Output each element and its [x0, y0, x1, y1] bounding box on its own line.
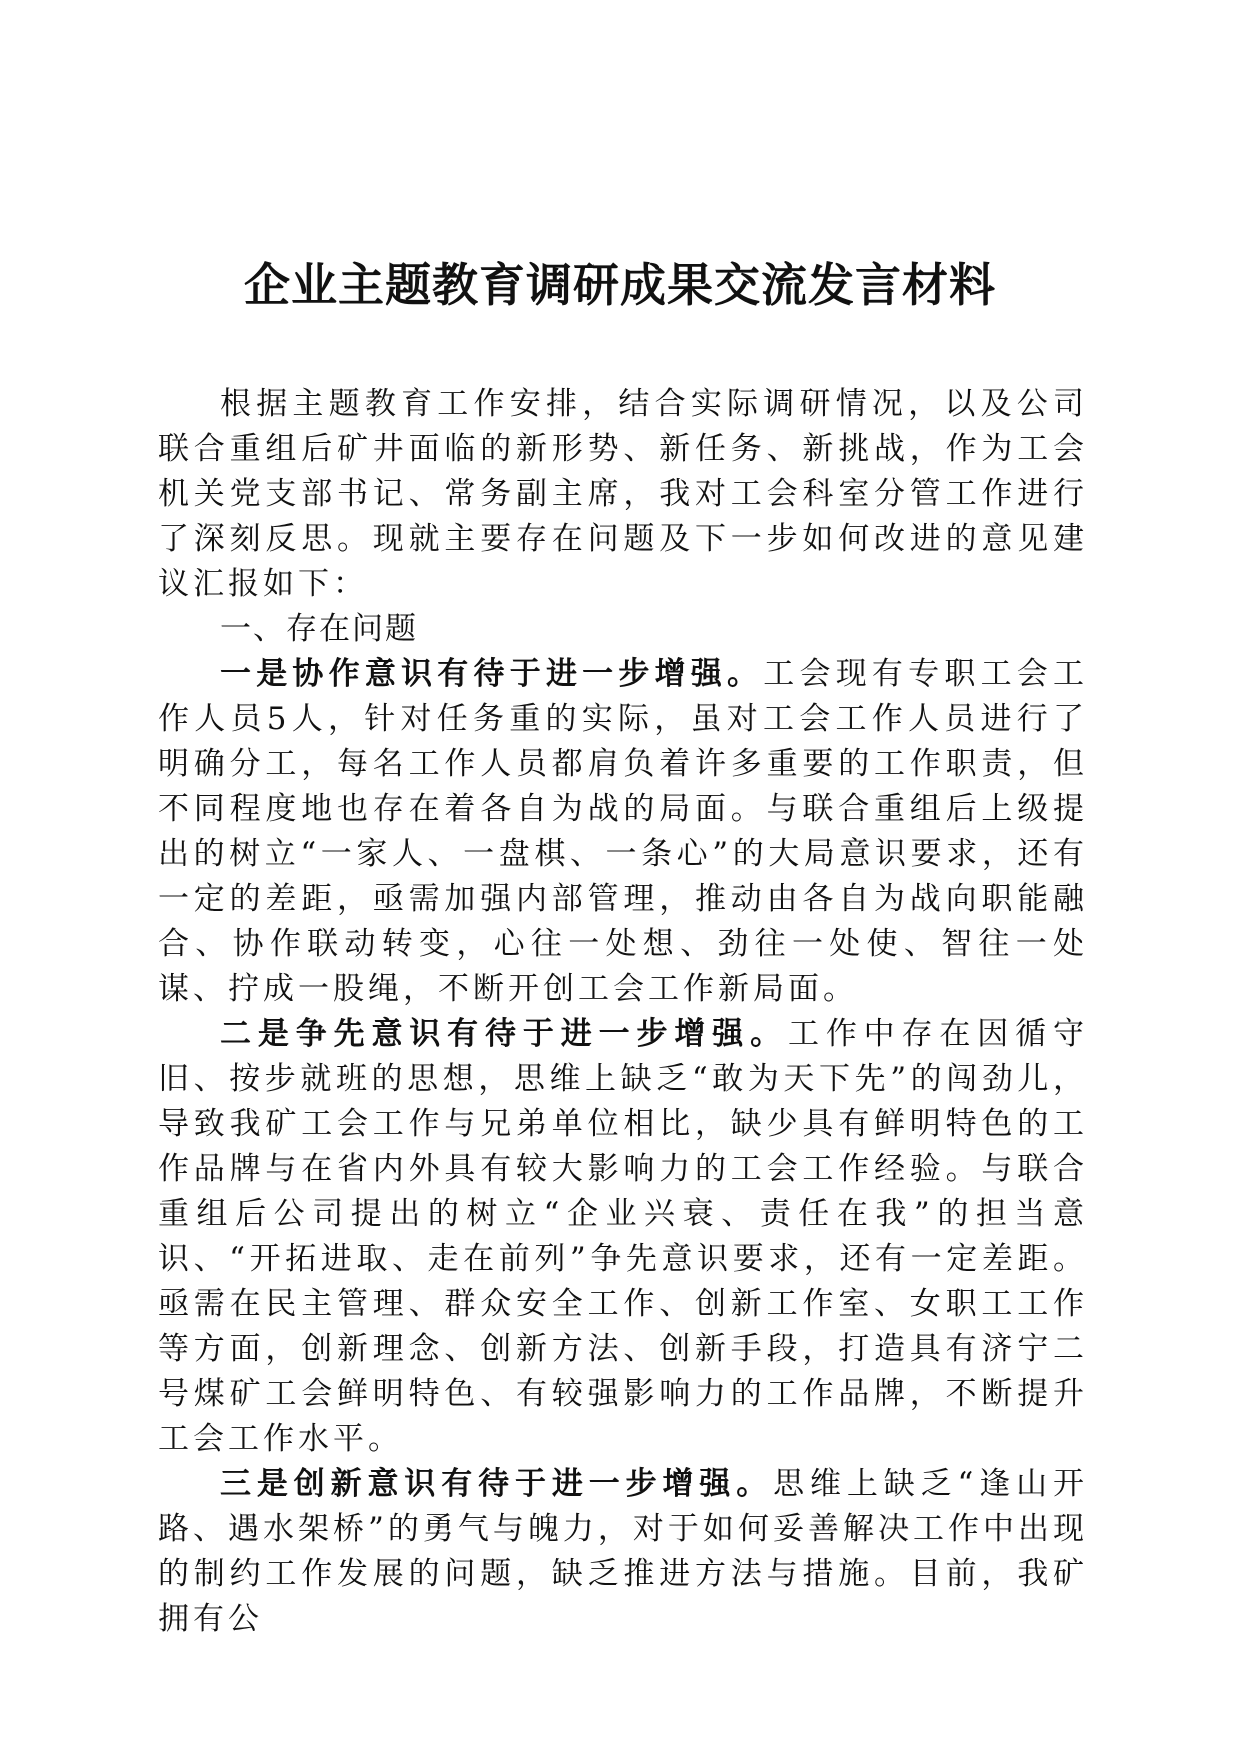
point-paragraph-2 — [158, 1012, 1088, 1462]
point-lead-1: 一是协作意识有待于进一步增强。 — [220, 656, 764, 692]
intro-paragraph: 根据主题教育工作安排，结合实际调研情况，以及公司联合重组后矿井面临的新形势、新任务、新挑战，作为工会机关党支部书记、常务副主席，我对工会科室分管工作进行了深刻反思。现就主要存在问题及下一步如何改进的意见建议汇报如下： — [158, 386, 1088, 602]
point-lead-2: 二是争先意识有待于进一步增强。 — [220, 1016, 788, 1052]
section-heading: 一、存在问题 — [220, 611, 418, 647]
point-lead-3: 三是创新意识有待于进一步增强。 — [220, 1466, 774, 1502]
point-text-2: 工作中存在因循守旧、按步就班的思想，思维上缺乏“敢为天下先”的闯劲儿，导致我矿工会工作与兄弟单位相比，缺少具有鲜明特色的工作品牌与在省内外具有较大影响力的工会工作经验。与联合重组后公司提出的树立“企业兴衰、责任在我”的担当意识、“开拓进取、走在前列”争先意识要求，还有一定差距。亟需在民主管理、群众安全工作、创新工作室、女职工工作等方面，创新理念、创新方法、创新手段，打造具有济宁二号煤矿工会鲜明特色、有较强影响力的工作品牌，不断提升工会工作水平。 — [158, 1016, 1088, 1457]
document-body — [158, 382, 1088, 1642]
point-paragraph-1 — [158, 652, 1088, 1012]
document-title: 企业主题教育调研成果交流发言材料 — [244, 258, 996, 312]
point-text-3: 思维上缺乏“逢山开路、遇水架桥”的勇气与魄力，对于如何妥善解决工作中出现的制约工作发展的问题，缺乏推进方法与措施。目前，我矿拥有公 — [158, 1466, 1088, 1637]
point-text-1: 工会现有专职工会工作人员5人，针对任务重的实际，虽对工会工作人员进行了明确分工，每名工作人员都肩负着许多重要的工作职责，但不同程度地也存在着各自为战的局面。与联合重组后上级提出的树立“一家人、一盘棋、一条心”的大局意识要求，还有一定的差距，亟需加强内部管理，推动由各自为战向职能融合、协作联动转变，心往一处想、劲往一处使、智往一处谋、拧成一股绳，不断开创工会工作新局面。 — [158, 656, 1089, 1007]
point-paragraph-3 — [158, 1462, 1088, 1642]
